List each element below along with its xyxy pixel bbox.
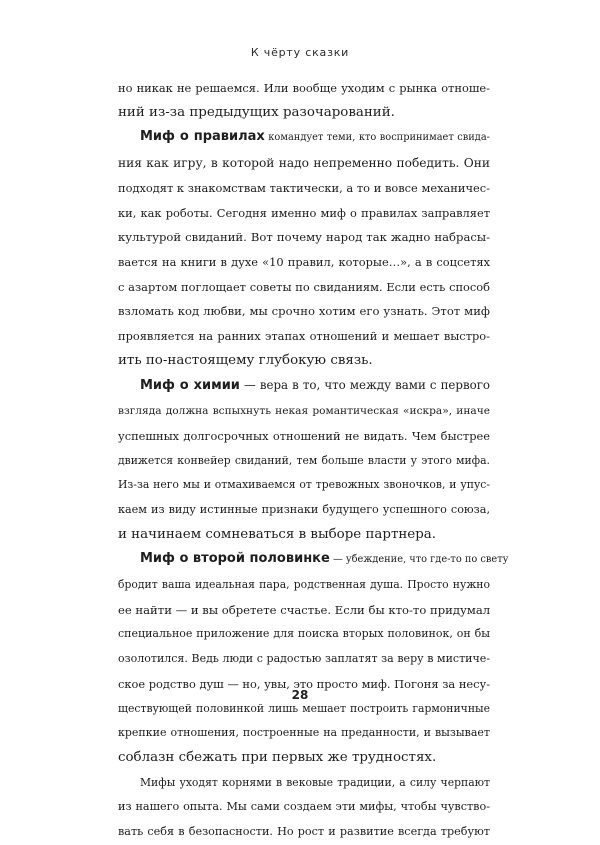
text-line: озолотился. Ведь люди с радостью заплатят за веру в мистиче- — [118, 652, 490, 666]
text-line — [118, 547, 509, 573]
text-line: каем из виду истинные признаки будущего успешного союза, — [118, 502, 490, 516]
text-run: — вера в то, что между вами с первого — [239, 378, 490, 393]
text-line: специальное приложение для поиска вторых половинок, он бы — [118, 627, 490, 641]
text-line: проявляется на ранних этапах отношений и мешает выстро- — [118, 329, 490, 344]
myth-term: Миф о правилах — [140, 129, 265, 145]
text-line: ния как игру, в которой надо непременно победить. Они — [118, 156, 490, 171]
text-line: культурой свиданий. Вот почему народ так жадно набрасы- — [118, 230, 490, 245]
text-line: с азартом поглощает советы по свиданиям. Если есть способ — [118, 279, 490, 294]
text-line: из нашего опыта. Мы сами создаем эти мифы, чтобы чувство- — [118, 800, 490, 814]
text-line: бродит ваша идеальная пара, родственная душа. Просто нужно — [118, 578, 490, 592]
text-line: успешных долгосрочных отношений не видать. Чем быстрее — [118, 428, 490, 443]
myth-term: Миф о химии — [140, 378, 240, 394]
text-line: взломать код любви, мы срочно хотим его узнать. Этот миф — [118, 304, 490, 319]
text-line: но никак не решаемся. Или вообще уходим с рынка отноше- — [118, 81, 490, 95]
text-line: Из-за него мы и отмахиваемся от тревожных звоночков, и упус- — [118, 478, 490, 492]
text-line: подходят к знакомствам тактически, а то и вовсе механичес- — [118, 180, 490, 195]
text-run: командует теми, кто воспринимает свида- — [264, 132, 490, 144]
text-line: вать себя в безопасности. Но рост и развитие всегда требуют — [118, 825, 490, 839]
text-line: Мифы уходят корнями в вековые традиции, а силу черпают — [140, 775, 490, 789]
myth-term: Миф о второй половинке — [140, 551, 330, 567]
text-line: соблазн сбежать при первых же трудностях. — [118, 749, 437, 765]
text-line: ить по-настоящему глубокую связь. — [118, 352, 373, 368]
text-line: ее найти — и вы обретете счастье. Если бы кто-то придумал — [118, 602, 491, 617]
body-text — [118, 76, 509, 845]
text-line: движется конвейер свиданий, тем больше власти у этого мифа. — [118, 453, 490, 467]
text-line: ществующей половинкой лишь мешает построить гармоничные — [118, 701, 490, 715]
text-line: и начинаем сомневаться в выборе партнера. — [118, 526, 437, 542]
text-line: взгляда должна вспыхнуть некая романтическая «искра», иначе — [118, 405, 490, 418]
text-line — [118, 373, 490, 399]
text-line: ний из-за предыдущих разочарований. — [118, 104, 395, 120]
text-run: — убеждение, что где-то по свету — [329, 554, 509, 566]
text-line — [118, 125, 490, 151]
page-number: 28 — [291, 688, 309, 702]
text-line: ское родство душ — но, увы, это просто миф. Погоня за несу- — [118, 676, 491, 691]
running-head: К чёрту сказки — [250, 46, 350, 59]
text-line: крепкие отношения, построенные на преданности, и вызывает — [118, 726, 490, 740]
text-line: вается на книги в духе «10 правил, которые…», а в соцсетях — [118, 254, 490, 269]
text-line: ки, как роботы. Сегодня именно миф о правилах заправляет — [118, 205, 490, 220]
